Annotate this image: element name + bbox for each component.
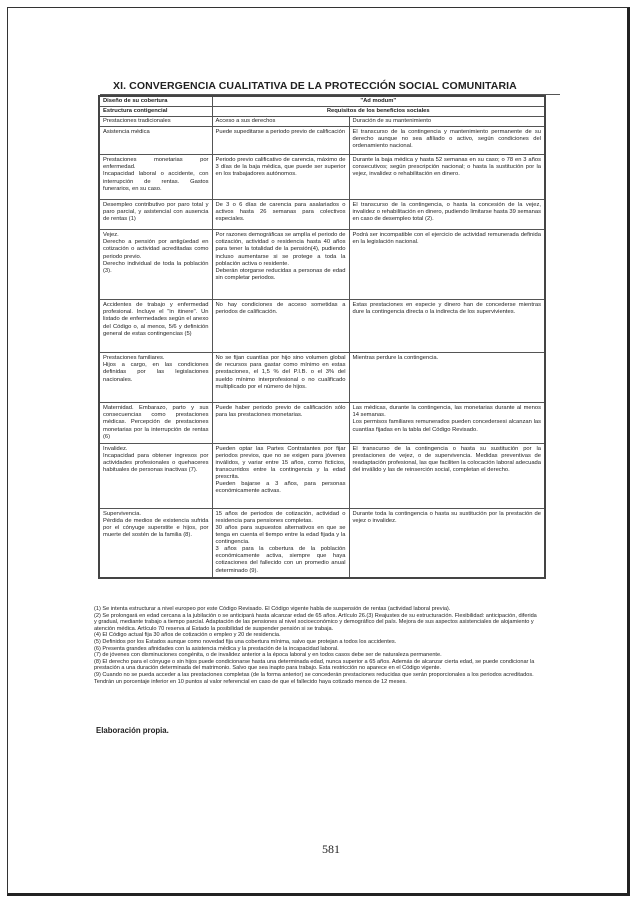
table-row	[99, 353, 545, 403]
cell-text: Accidentes de trabajo y enfermedad profesional. Incluye el "in itinere". Un listado de enfermedades según el anexo del Código o, al menos, 5/6 y definición general de estas contingencias (5)	[103, 302, 209, 337]
cell-text: No hay condiciones de acceso sometidas a periodos de calificación.	[215, 302, 346, 316]
duration-cell	[349, 353, 545, 403]
design-value: "Ad modum"	[212, 96, 545, 107]
footnote: (9) Cuando no se pueda acceder a las prestaciones completas (de la forma anterior) se concederán prestaciones reducidas que serán proporcionales a los periodos acreditados. Tendrán un porcentaje inferior en 10 puntos al valor referencial en caso de que el fallecido haya cotizado menos de 12 meses.	[94, 671, 534, 685]
cell-text: Podrá ser incompatible con el ejercicio de actividad remunerada definida en la legislación nacional.	[352, 232, 541, 246]
footnote: (8) El derecho para el cónyuge o sin hijos puede condicionarse hasta una determinada edad, nunca superior a 65 años. Además de alcanzar cierta edad, se puede condicionar la prestación a una duración determinada del matrimonio. Salvo que sea inapto para trabajo. Esta restricción no aparece en el Código vigente.	[94, 658, 535, 672]
cell-text: Las médicas, durante la contingencia, las monetarias durante al menos 14 semanas.	[352, 405, 541, 419]
cell-text: El transcurso de la contingencia o hasta su sustitución por la prestaciones de vejez, o de supervivencia. Medidas preventivas de readaptación profesional, las que faciliten la colocación laboral adecuada del inválido y las de reinserción social, completan el derecho.	[352, 445, 541, 474]
cell-text: De 3 o 6 días de carencia para asalariados o activos hasta 26 semanas para colectivos especiales.	[215, 202, 346, 223]
cell-text: Puede supeditarse a periodo previo de calificación	[215, 129, 346, 136]
duration-cell	[349, 127, 545, 155]
footnote: (7) de jóvenes con disminuciones congénita, o de invalidez anterior a la época laboral y en todos casos debe ser de naturaleza permanente.	[94, 652, 442, 659]
cell-text: Asistencia médica	[103, 129, 150, 136]
access-cell	[212, 230, 349, 300]
benefit-cell	[99, 230, 212, 300]
benefit-cell	[99, 300, 212, 353]
benefit-cell	[99, 508, 212, 578]
cell-text: Derecho a pensión por antigüedad en cotización o actividad acreditadas como periodo previo.	[103, 239, 209, 260]
cell-text: Pueden bajarse a 3 años, para personas económicamente activas.	[215, 481, 346, 495]
footnote: (2) Se prolongará en edad cercana a la jubilación o se anticipará hasta alcanzar edad de 65 años. Artículo 26.(3) Reajustes de su estructuración. Flexibilidad: anticipación, diferida y gradual, mediante trabajo a tiempo parcial. Adaptación de las pensiones al nivel socioeconómico y demográfico del país. Mejora de sus aspectos asistenciales de alojamiento y atención médica. Artículo 70 reserva al Estado la posibilidad de suspender pensión si se trabaja.	[94, 612, 537, 632]
access-cell	[212, 443, 349, 508]
cell-text: Por razones demográficas se amplía el periodo de cotización, actividad o residencia hasta 40 años para tener la totalidad de la pensión(4), pudiendo incluso aumentarse si se protege a toda la población activa o residente.	[215, 232, 346, 267]
cell-text: Invalidez.	[103, 445, 128, 452]
access-cell	[212, 200, 349, 230]
table-body	[99, 127, 545, 578]
duration-cell	[349, 155, 545, 200]
cell-text: Los permisos familiares remunerados pueden concedersesi alcanzan las cuantías fijadas en la tabla del Código Revisado.	[352, 419, 541, 433]
cell-text: Durante la baja médica y hasta 52 semanas en su caso; o 78 en 3 años consecutivos; según prescripción nacional; o hasta la sustitución por la vejez, invalidez o rehabilitación en dinero.	[352, 157, 541, 178]
cell-text: 3 años para la cobertura de la población económicamente activa, siempre que haya cotizaciones del fallecido con un promedio anual determinado (9).	[215, 546, 346, 574]
column-header-prestaciones: Prestaciones tradicionales	[99, 117, 212, 127]
cell-text: No se fijan cuantías por hijo sino volumen global de recursos para gastar como mínimo en estas prestaciones, el 1,5 % del P.I.B. o el 3% del sueldo mínimo interprofesional o no cualificado multiplicado por el número de hijos.	[215, 355, 346, 390]
table-row	[99, 403, 545, 443]
cell-text: Hijos a cargo, en las condiciones definidas por las legislaciones nacionales.	[103, 362, 209, 383]
benefit-cell	[99, 200, 212, 230]
cell-text: El transcurso de la contingencia y mantenimiento permanente de su derecho aunque no sea afiliado o activo, según condiciones del ordenamiento nacional.	[352, 129, 541, 150]
cell-text: Puede haber periodo previo de calificación sólo para las prestaciones monetarias.	[215, 405, 346, 419]
benefit-cell	[99, 443, 212, 508]
access-cell	[212, 353, 349, 403]
section-title: XI. CONVERGENCIA CUALITATIVA DE LA PROTECCIÓN SOCIAL COMUNITARIA	[113, 80, 517, 92]
cell-text: Maternidad. Embarazo, parto y sus consecuencias como prestaciones médicas. Percepción de prestaciones monetarias por la interrupción de rentas (6)	[103, 405, 209, 440]
benefit-cell	[99, 403, 212, 443]
benefit-cell	[99, 353, 212, 403]
duration-cell	[349, 200, 545, 230]
cell-text: Desempleo contributivo por paro total y paro parcial, y asistencial con ausencia de rentas (1)	[103, 202, 209, 223]
column-header-row	[99, 117, 545, 127]
column-header-duracion: Duración de su mantenimiento	[349, 117, 545, 127]
cell-text: Pueden optar las Partes Contratantes por fijar periodos previos, que no se exigen para jóvenes inválidos, y variar entre 15 años, como ficticios, transcurridos entre la contingencia y la edad prescrita.	[215, 445, 346, 481]
cell-text: Derecho individual de toda la población (3).	[103, 260, 209, 274]
cell-text: 30 años para supuestos alternativos en que se tenga en cuenta el tiempo entre la edad fijada y la contingencia.	[215, 524, 346, 546]
cell-text: Mientras perdure la contingencia.	[352, 355, 439, 362]
cell-text: Supervivencia.	[103, 510, 142, 517]
table-row	[99, 200, 545, 230]
cell-text: Durante toda la contingencia o hasta su sustitución por la prestación de vejez o invalidez.	[352, 510, 541, 524]
cell-text: Vejez.	[103, 232, 119, 239]
table-row	[99, 155, 545, 200]
elaboration-note: Elaboración propia.	[96, 726, 169, 735]
footnote: (6) Presenta grandes afinidades con la asistencia médica y la prestación de la incapacidad laboral.	[94, 645, 339, 652]
access-cell	[212, 300, 349, 353]
access-cell	[212, 508, 349, 578]
access-cell	[212, 403, 349, 443]
design-label: Diseño de su cobertura	[99, 96, 212, 107]
cell-text: Incapacidad laboral o accidente, con interrupción de rentas. Gastos funerarios, en su caso.	[103, 171, 209, 192]
header-row-design	[99, 96, 545, 107]
cell-text: Prestaciones monetarias por enfermedad.	[103, 157, 209, 171]
footnotes	[94, 606, 541, 685]
duration-cell	[349, 443, 545, 508]
duration-cell	[349, 230, 545, 300]
access-cell	[212, 127, 349, 155]
table-row	[99, 508, 545, 578]
benefit-cell	[99, 127, 212, 155]
duration-cell	[349, 300, 545, 353]
cell-text: El transcurso de la contingencia, o hasta la concesión de la vejez, invalidez o rehabilitación en dinero, pudiendo limitarse hasta 39 semanas en caso de desempleo total (2).	[352, 202, 541, 223]
footnote: (1) Se intenta estructurar a nivel europeo por este Código Revisado. El Código vigente habla de suspensión de rentas (actividad laboral previa).	[94, 606, 451, 612]
cell-text: Estas prestaciones en especie y dinero han de concederse mientras dure la contingencia directa o la indirecta de los supervivientes.	[352, 302, 541, 316]
footnote: (5) Definidos por los Estados aunque como novedad fija una cobertura mínima, salvo que protejan a todos los accidentes.	[94, 638, 397, 645]
header-row-structure	[99, 107, 545, 117]
cell-text: Deberán otorgarse reducidas a personas de edad sin completar periodos.	[215, 267, 346, 281]
cell-text: Incapacidad para obtener ingresos por actividades profesionales o quehaceres habituales de personas inactivas (7).	[103, 452, 209, 474]
table-row	[99, 300, 545, 353]
duration-cell	[349, 403, 545, 443]
column-header-acceso: Acceso a sus derechos	[212, 117, 349, 127]
benefit-cell	[99, 155, 212, 200]
cell-text: 15 años de periodos de cotización, actividad o residencia para pensiones completas.	[215, 510, 346, 524]
coverage-table	[98, 95, 546, 579]
cell-text: Prestaciones familiares.	[103, 355, 165, 362]
cell-text: Pérdida de medios de existencia sufrida por el cónyuge superstite e hijos, por muerte del sostén de la familia (8).	[103, 517, 209, 539]
table-row	[99, 127, 545, 155]
requirements-label: Requisitos de los beneficios sociales	[212, 107, 545, 117]
table-row	[99, 230, 545, 300]
structure-label: Estructura contigencial	[99, 107, 212, 117]
table-row	[99, 443, 545, 508]
page-number: 581	[322, 842, 340, 856]
duration-cell	[349, 508, 545, 578]
access-cell	[212, 155, 349, 200]
footnote: (4) El Código actual fija 30 años de cotización o empleo y 20 de residencia.	[94, 632, 281, 639]
cell-text: Periodo previo calificativo de carencia, máximo de 3 días de la baja médica, que puede ser superior en los trabajadores autónomos.	[215, 157, 346, 178]
